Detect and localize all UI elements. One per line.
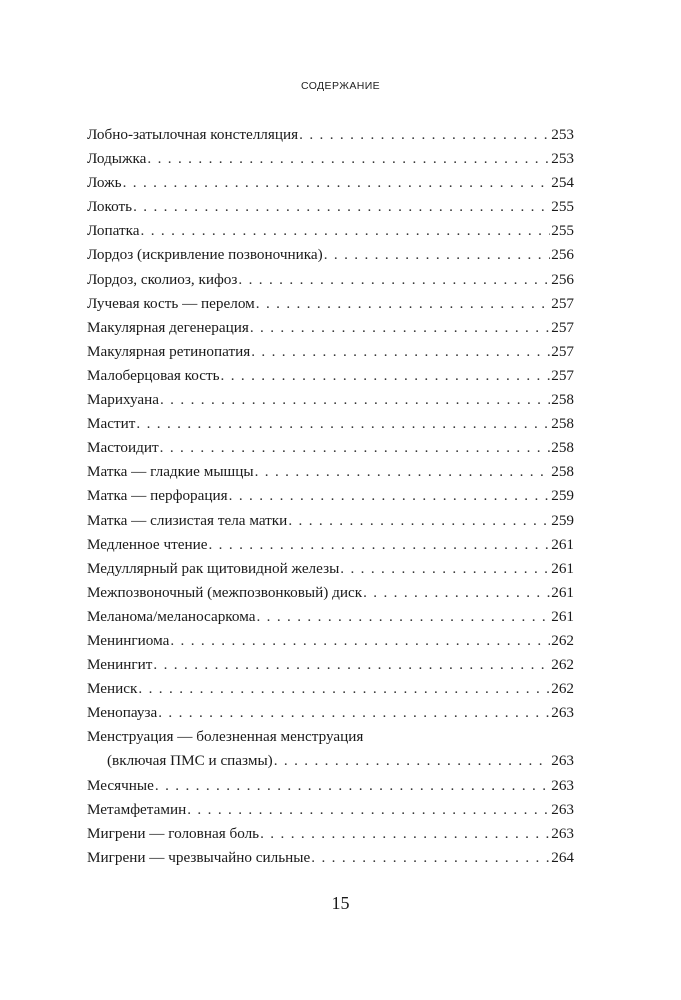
dot-leader: [187, 798, 550, 822]
toc-entry: [87, 219, 574, 243]
dot-leader: [311, 846, 550, 870]
toc-entry-page: 263: [551, 800, 574, 818]
toc-entry: [87, 316, 574, 340]
toc-entry: [87, 340, 574, 364]
toc-entry-page: 258: [551, 439, 574, 457]
dot-leader: [340, 557, 550, 581]
toc-entry-title: Ложь: [87, 174, 122, 192]
dot-leader: [251, 340, 550, 364]
toc-entry: [87, 629, 574, 653]
toc-entry: [87, 171, 574, 195]
dot-leader: [160, 436, 551, 460]
dot-leader: [138, 677, 550, 701]
toc-entry-title: Месячные: [87, 776, 154, 794]
toc-entry-page: 258: [551, 391, 574, 409]
dot-leader: [299, 123, 550, 147]
dot-leader: [160, 388, 550, 412]
toc-entry-page: 255: [551, 198, 574, 216]
toc-entry-title: Межпозвоночный (межпозвонковый) диск: [87, 583, 363, 601]
toc-entry-title: Лодыжка: [87, 150, 147, 168]
toc-entry-title: Мастоидит: [87, 439, 159, 457]
dot-leader: [147, 147, 550, 171]
toc-entry-page: 256: [551, 270, 574, 288]
dot-leader: [250, 316, 550, 340]
toc-entry-title: Матка — гладкие мышцы: [87, 463, 254, 481]
toc-entry: [87, 484, 574, 508]
toc-entry-title: Марихуана: [87, 391, 159, 409]
toc-entry-page: 257: [551, 318, 574, 336]
dot-leader: [256, 605, 550, 629]
toc-entry: [87, 725, 574, 773]
dot-leader: [324, 243, 551, 267]
toc-entry: [87, 774, 574, 798]
toc-entry-page: 259: [551, 487, 574, 505]
toc-entry-page: 253: [551, 126, 574, 143]
toc-entry-page: 262: [551, 656, 574, 674]
toc-entry-page: 263: [551, 752, 574, 770]
toc-entry: [87, 388, 574, 412]
toc-entry-title: Мигрени — чрезвычайно сильные: [87, 848, 311, 866]
dot-leader: [123, 171, 551, 195]
dot-leader: [238, 268, 550, 292]
dot-leader: [133, 195, 550, 219]
toc-entry-title: Медленное чтение: [87, 535, 208, 553]
toc-entry-page: 262: [551, 680, 574, 698]
dot-leader: [221, 364, 551, 388]
toc-entry: [87, 605, 574, 629]
toc-entry-title: Малоберцовая кость: [87, 366, 220, 384]
dot-leader: [141, 219, 551, 243]
toc-entry: [87, 243, 574, 267]
toc-entry-page: 261: [551, 607, 574, 625]
toc-entry: [87, 364, 574, 388]
dot-leader: [255, 460, 551, 484]
toc-entry-page: 257: [551, 342, 574, 360]
dot-leader: [229, 484, 551, 508]
toc-entry-title: Мигрени — головная боль: [87, 824, 260, 842]
toc-entry-title: Локоть: [87, 198, 133, 216]
dot-leader: [153, 653, 550, 677]
toc-entry-title: Макулярная ретинопатия: [87, 342, 251, 360]
toc-entry-page: 257: [551, 294, 574, 312]
toc-entry: [87, 533, 574, 557]
toc-entry: [87, 701, 574, 725]
dot-leader: [208, 533, 550, 557]
toc-entry-title: Менингиома: [87, 631, 170, 649]
dot-leader: [136, 412, 550, 436]
toc-entry-title: Метамфетамин: [87, 800, 187, 818]
toc-entry-page: 258: [551, 415, 574, 433]
toc-entry-title: Макулярная дегенерация: [87, 318, 249, 336]
toc-entry-page: 263: [551, 776, 574, 794]
toc-entry: [87, 822, 574, 846]
toc-entry-page: 261: [551, 535, 574, 553]
toc-entry-page: 255: [551, 222, 574, 240]
toc-entry-title: Лордоз, сколиоз, кифоз: [87, 270, 238, 288]
dot-leader: [288, 509, 550, 533]
dot-leader: [363, 581, 550, 605]
running-header: СОДЕРЖАНИЕ: [300, 80, 381, 92]
table-of-contents: [87, 123, 574, 870]
toc-entry-title: Лобно-затылочная констелляция: [87, 126, 299, 143]
toc-entry-page: 253: [551, 150, 574, 168]
toc-entry-page: 256: [551, 246, 574, 264]
toc-entry: [87, 195, 574, 219]
toc-entry: [87, 147, 574, 171]
toc-entry-page: 264: [551, 848, 574, 866]
toc-entry-title: Мениск: [87, 680, 138, 698]
toc-entry: [87, 846, 574, 870]
toc-entry-page: 261: [551, 583, 574, 601]
toc-entry: [87, 798, 574, 822]
dot-leader: [170, 629, 550, 653]
toc-entry-page: 254: [551, 174, 574, 192]
dot-leader: [274, 749, 551, 773]
toc-entry: [87, 460, 574, 484]
toc-entry-title: Лопатка: [87, 222, 140, 240]
toc-entry-page: 263: [551, 824, 574, 842]
toc-entry-page: 263: [551, 704, 574, 722]
toc-entry: [87, 581, 574, 605]
toc-entry: [87, 268, 574, 292]
toc-entry-title: Матка — слизистая тела матки: [87, 511, 288, 529]
toc-entry-title: Менопауза: [87, 704, 158, 722]
toc-entry: [87, 436, 574, 460]
toc-entry-title: Мастит: [87, 415, 136, 433]
toc-entry: [87, 653, 574, 677]
toc-entry: [87, 677, 574, 701]
toc-entry-title: Менингит: [87, 656, 153, 674]
toc-entry-title: Лордоз (искривление позвоночника): [87, 246, 323, 264]
toc-entry: [87, 292, 574, 316]
toc-entry: [87, 412, 574, 436]
toc-entry-title: Лучевая кость — перелом: [87, 294, 255, 312]
dot-leader: [155, 774, 550, 798]
page-number: 15: [331, 893, 350, 913]
dot-leader: [158, 701, 550, 725]
toc-entry-page: 261: [551, 559, 574, 577]
dot-leader: [260, 822, 550, 846]
toc-entry-title-continuation: (включая ПМС и спазмы): [107, 752, 273, 770]
toc-entry-title: Менструация — болезненная менструация: [87, 728, 364, 746]
toc-entry-title: Матка — перфорация: [87, 487, 228, 505]
toc-entry-page: 259: [551, 511, 574, 529]
toc-entry-page: 262: [551, 631, 574, 649]
toc-entry-page: 257: [551, 366, 574, 384]
toc-entry-page: 258: [551, 463, 574, 481]
toc-entry: [87, 557, 574, 581]
toc-entry-title: Меланома/меланосаркома: [87, 607, 256, 625]
toc-entry: [87, 509, 574, 533]
toc-entry: [87, 123, 574, 147]
dot-leader: [256, 292, 550, 316]
toc-entry-title: Медуллярный рак щитовидной железы: [87, 559, 340, 577]
